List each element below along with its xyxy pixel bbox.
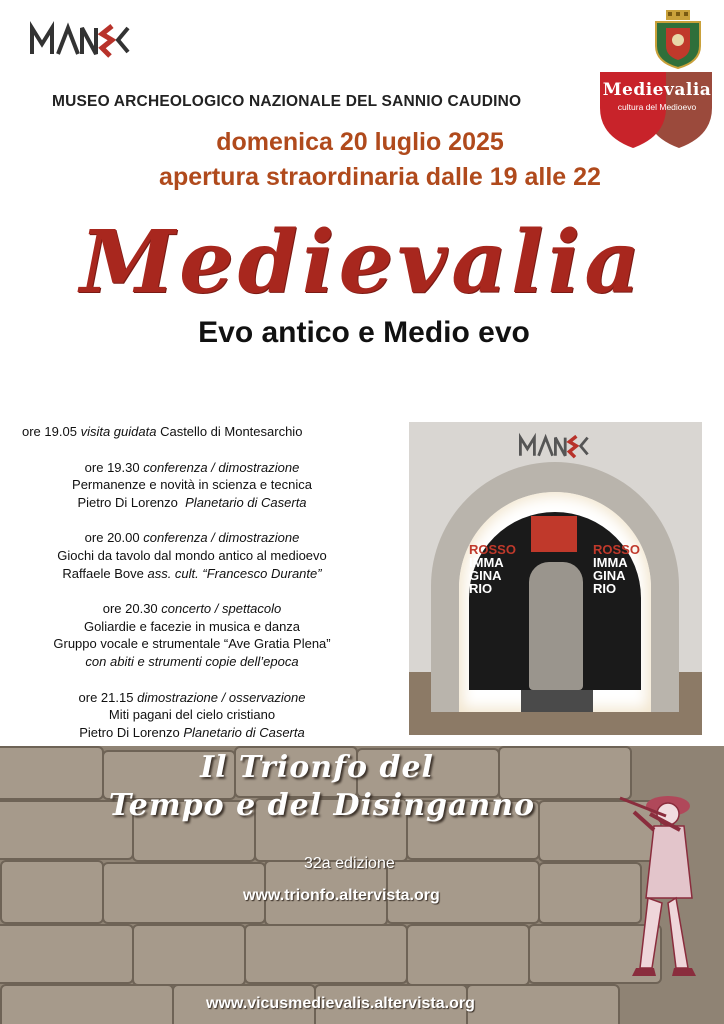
museum-name: MUSEO ARCHEOLOGICO NAZIONALE DEL SANNIO CAUDINO (52, 93, 522, 110)
photo-logo (519, 432, 589, 460)
program-item (22, 529, 362, 582)
program-time: ore 20.30 (102, 601, 158, 617)
wall-stone (406, 924, 530, 986)
program-title: Giochi da tavolo dal mondo antico al medioevo (57, 547, 327, 563)
program-title: Permanenze e novità in scienza e tecnica (72, 477, 312, 493)
manek-logo-icon (30, 20, 130, 60)
immaginario-label: RIO (593, 581, 617, 596)
program-speaker: Pietro Di Lorenzo (77, 494, 178, 510)
main-subtitle: Evo antico e Medio evo (198, 316, 530, 349)
main-title: Medievalia (79, 212, 645, 313)
crest-icon (652, 10, 704, 70)
immaginario-label: GINA (593, 568, 626, 583)
immaginario-label: GINA (469, 568, 502, 583)
trionfo-title-line1: Il Trionfo del (200, 750, 434, 785)
edition-label: 32a edizione (304, 855, 395, 872)
trionfo-website-link[interactable]: www.trionfo.altervista.org (243, 887, 440, 904)
program-time: ore 19.05 (22, 424, 77, 439)
program-type: dimostrazione / osservazione (137, 689, 306, 705)
wall-stone (132, 924, 246, 986)
manek-logo-icon (519, 432, 589, 460)
program-org: Planetario di Caserta (185, 494, 307, 510)
program-item (22, 600, 362, 670)
rosso-label: ROSSO (469, 542, 516, 557)
panel-text-left (469, 544, 525, 595)
program-org: Planetario di Caserta (183, 724, 305, 740)
immaginario-label: RIO (469, 581, 493, 596)
vicus-website-link[interactable]: www.vicusmedievalis.altervista.org (206, 995, 475, 1012)
program-item (22, 423, 362, 441)
badge-title: Medievalia (602, 80, 712, 100)
program-item (22, 689, 362, 742)
immaginario-label: IMMA (469, 555, 504, 570)
program-type: conferenza / dimostrazione (143, 530, 300, 546)
program-item (22, 459, 362, 512)
program-time: ore 19.30 (84, 459, 140, 475)
red-emblem (531, 516, 577, 552)
opening-hours: apertura straordinaria dalle 19 alle 22 (159, 163, 601, 191)
wall-stone (0, 924, 134, 984)
trionfo-title-line2: Tempo e del Disinganno (108, 788, 536, 823)
exhibition-photo (409, 422, 702, 735)
panel-text-right (593, 544, 649, 595)
program-time: ore 20.00 (84, 530, 140, 546)
rosso-label: ROSSO (593, 542, 640, 557)
program-org: ass. cult. “Francesco Durante” (147, 565, 322, 581)
town-crest (652, 10, 704, 70)
event-date: domenica 20 luglio 2025 (216, 128, 504, 156)
wall-stone (244, 924, 408, 984)
program-note: con abiti e strumenti copie dell’epoca (85, 653, 299, 669)
program-type: visita guidata (80, 424, 157, 439)
program-list (22, 423, 362, 759)
program-speaker: Raffaele Bove (62, 565, 144, 581)
stele-base (521, 690, 593, 712)
immaginario-label: IMMA (593, 555, 628, 570)
wall-stone (102, 862, 266, 924)
program-type: conferenza / dimostrazione (143, 459, 300, 475)
flute-player-icon (610, 768, 720, 1008)
program-speaker: Pietro Di Lorenzo (79, 724, 180, 740)
wall-stone (0, 860, 104, 924)
manek-logo (30, 20, 130, 60)
stone-stele (529, 562, 583, 690)
program-title: Goliardie e facezie in musica e danza (83, 618, 301, 634)
program-title: Miti pagani del cielo cristiano (108, 707, 276, 723)
badge-subtitle: cultura del Medioevo (617, 102, 697, 112)
flute-player-figure (610, 768, 720, 1008)
program-place: Castello di Montesarchio (160, 424, 303, 439)
stone-wall-footer (0, 746, 724, 1024)
program-type: concerto / spettacolo (161, 601, 282, 617)
wall-stone (0, 984, 174, 1024)
program-time: ore 21.15 (78, 689, 134, 705)
program-speaker: Gruppo vocale e strumentale “Ave Gratia Plena” (53, 636, 331, 652)
